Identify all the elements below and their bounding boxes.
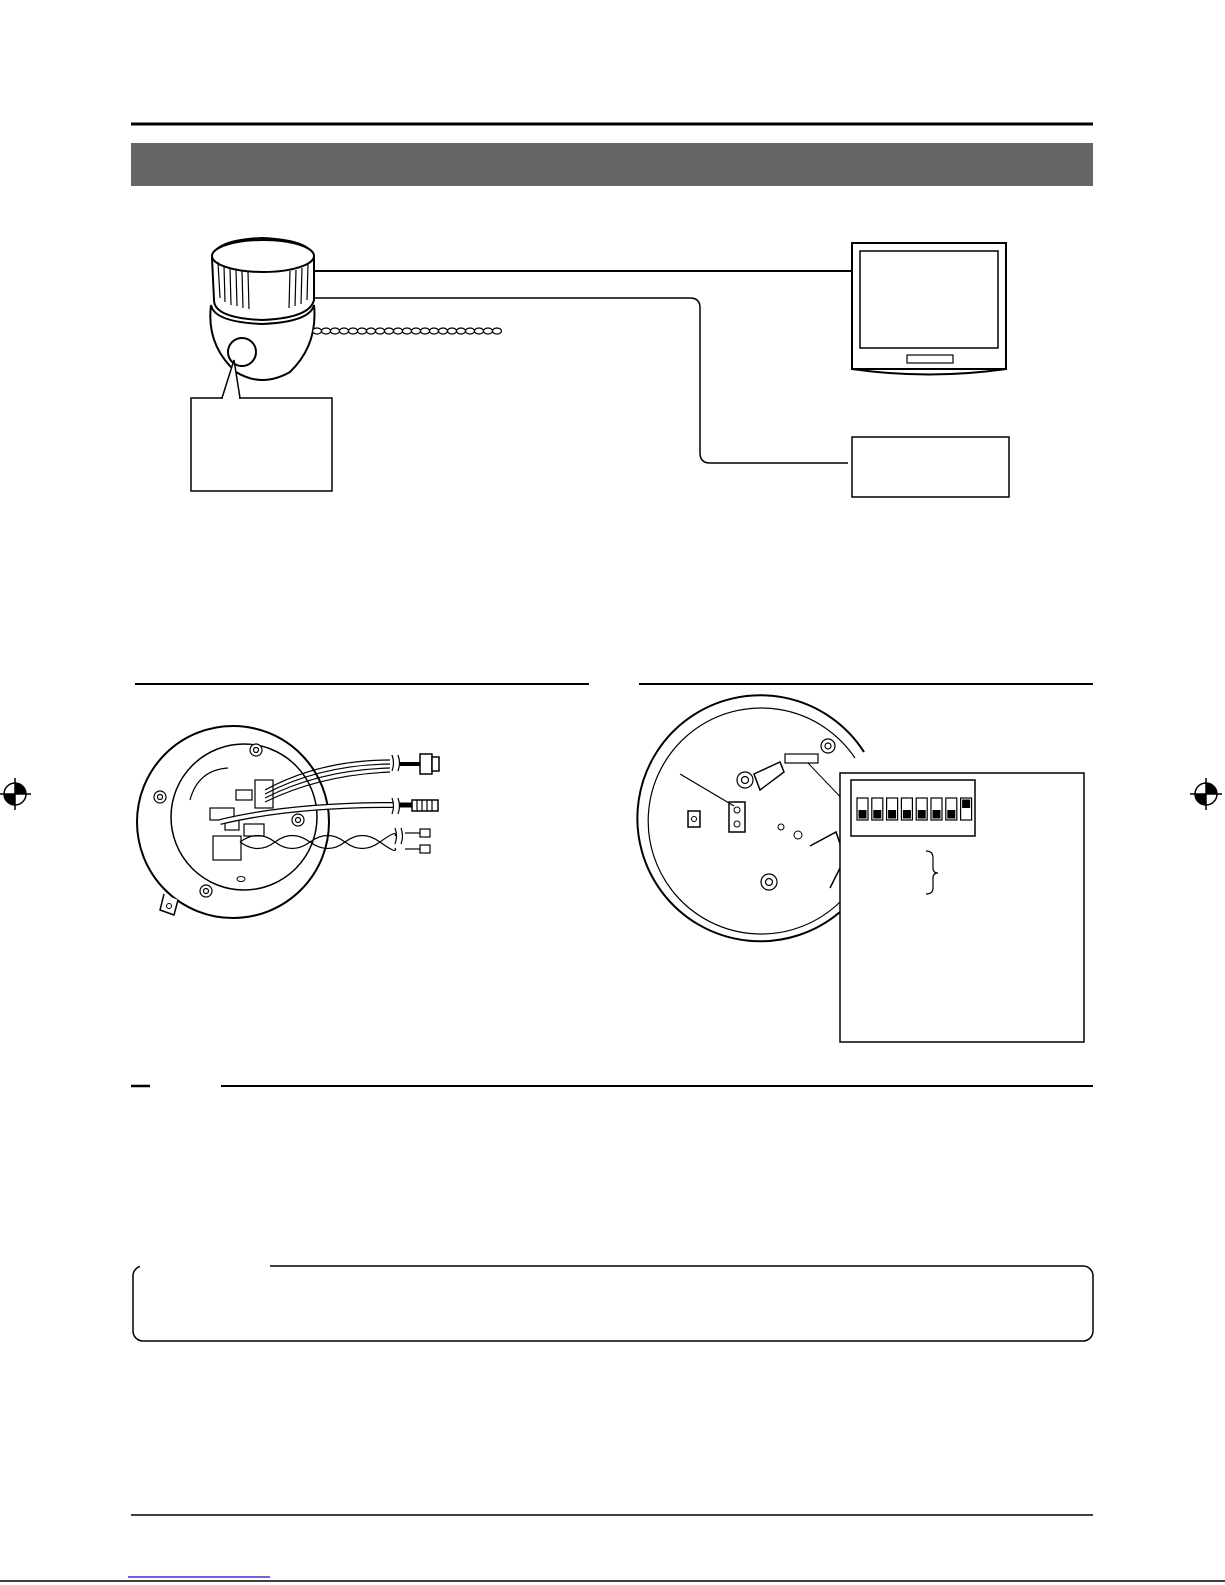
note-box — [133, 1262, 1093, 1341]
dip-switch-7 — [946, 798, 957, 820]
registration-mark-icon — [0, 778, 31, 810]
dip-switch-3 — [887, 798, 898, 820]
dip-switch-8 — [961, 798, 972, 820]
dip-switch-2 — [872, 798, 883, 820]
dip-switch-1 — [857, 798, 868, 820]
control-cable — [313, 298, 848, 463]
header-band — [131, 143, 1093, 186]
dip-switch-icon — [840, 773, 1084, 1042]
dip-switch-5 — [916, 798, 927, 820]
twisted-pair-cable — [313, 328, 502, 334]
base-unit-figure — [637, 695, 864, 941]
controller-box — [852, 437, 1009, 497]
dome-camera-icon — [210, 238, 314, 380]
monitor-icon — [852, 243, 1006, 375]
dip-switch-4 — [901, 798, 912, 820]
system-diagram — [191, 238, 1009, 497]
camera-base-wiring-icon — [137, 726, 439, 918]
dip-switch-6 — [931, 798, 942, 820]
registration-mark-icon — [1190, 778, 1222, 810]
